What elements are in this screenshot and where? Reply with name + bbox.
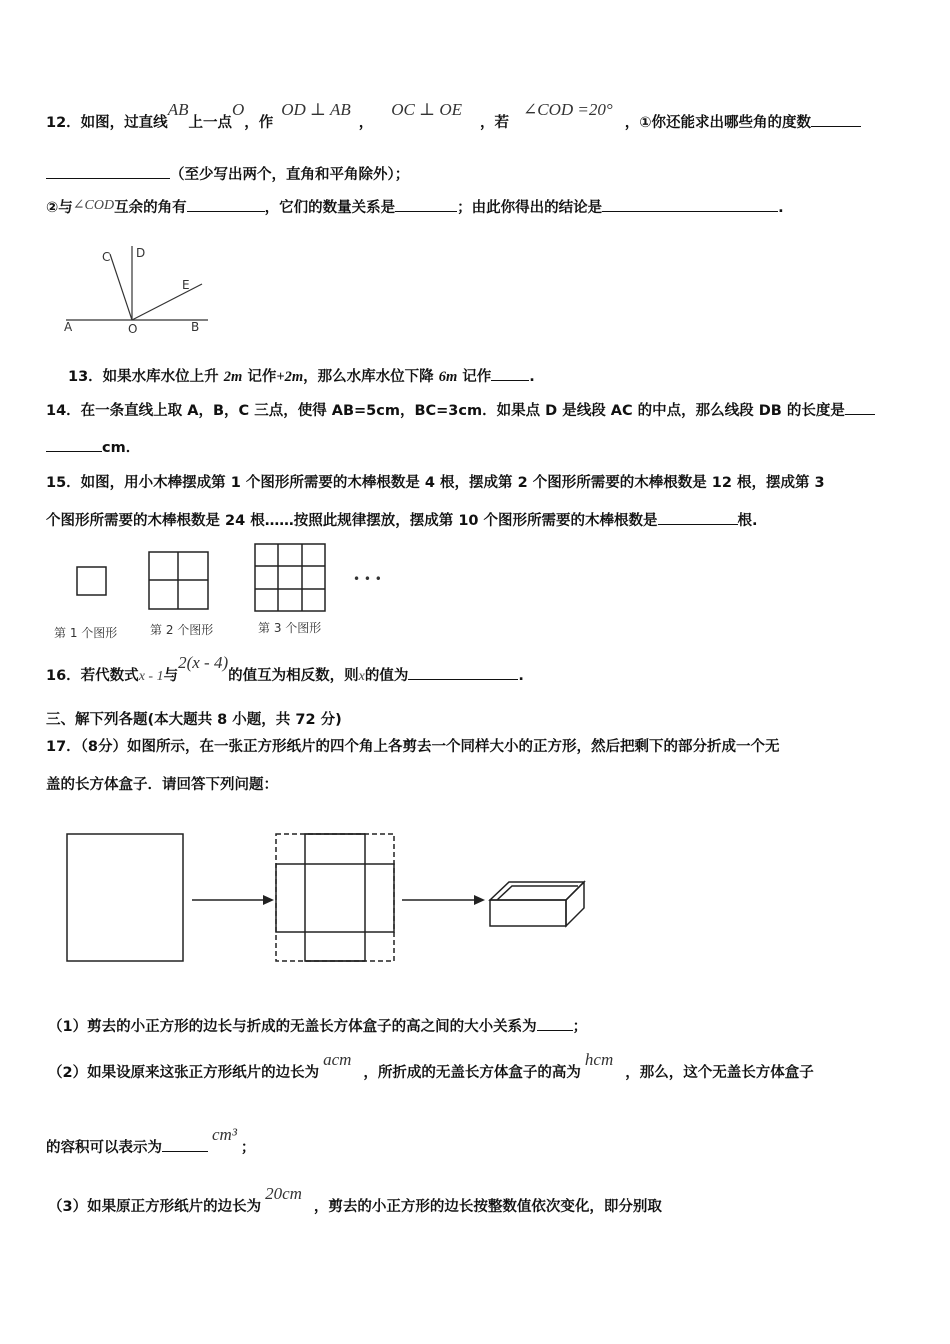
text: 15．如图，用小木棒摆成第 1 个图形所需要的木棒根数是 4 根，摆成第 2 个图形所需要的木棒根数是 12 根，摆成第 3 xyxy=(46,475,825,491)
label-b: B xyxy=(191,320,200,334)
text: 上一点 xyxy=(188,115,232,131)
q17-part2 xyxy=(48,1050,814,1083)
math-angle-cod: ∠COD xyxy=(72,198,115,213)
text: ，①你还能求出哪些角的度数 xyxy=(624,115,811,131)
arrowhead-1 xyxy=(263,895,274,905)
math-x: x xyxy=(358,669,365,684)
q17-part2-cont xyxy=(46,1125,256,1158)
text: ，作 xyxy=(244,115,274,131)
text: ②与 xyxy=(46,200,73,216)
square-paper xyxy=(67,834,183,961)
math-o: O xyxy=(231,100,245,119)
text: （1）剪去的小正方形的边长与折成的无盖长方体盒子的高之间的大小关系为 xyxy=(48,1019,537,1035)
math-oc-perp-oe: OC ⊥ OE xyxy=(391,100,463,119)
label-a: A xyxy=(64,320,73,334)
text: 互余的角有 xyxy=(114,200,187,216)
text: 记作 xyxy=(247,369,277,385)
text: 的值互为相反数，则 xyxy=(228,668,359,684)
text: cm． xyxy=(102,440,141,456)
label-e: E xyxy=(182,278,190,292)
answer-blank[interactable] xyxy=(46,437,102,452)
text: . xyxy=(778,200,784,216)
q14-line2 xyxy=(46,437,140,458)
text: ，那么，这个无盖长方体盒子 xyxy=(625,1065,814,1081)
answer-blank[interactable] xyxy=(491,366,529,381)
text: ；由此你得出的结论是 xyxy=(457,200,603,216)
figure-1 xyxy=(77,567,106,595)
math-h-cm: hcm xyxy=(584,1050,614,1069)
ellipsis: • • • xyxy=(353,572,382,586)
text: 12．如图，过直线 xyxy=(46,115,168,131)
math-20cm: 20cm xyxy=(265,1184,302,1203)
text: 根. xyxy=(737,513,758,529)
text: ，剪去的小正方形的边长按整数值依次变化，即分别取 xyxy=(313,1199,662,1215)
section-heading: 三、解下列各题(本大题共 8 小题，共 72 分) xyxy=(46,712,342,728)
text: ； xyxy=(572,1019,588,1035)
math-ab: AB xyxy=(167,100,189,119)
ray-oc xyxy=(110,254,132,320)
text: . xyxy=(529,369,535,385)
text: 的容积可以表示为 xyxy=(46,1140,162,1156)
math-expr: 2(x - 4) xyxy=(178,653,229,672)
q17-box-figure xyxy=(60,828,600,968)
answer-blank[interactable] xyxy=(602,197,778,212)
text: 的值为 xyxy=(364,668,409,684)
answer-blank[interactable] xyxy=(187,197,265,212)
text: ，那么水库水位下降 xyxy=(303,369,434,385)
q17-line1: 17．（8分）如图所示，在一张正方形纸片的四个角上各剪去一个同样大小的正方形，然后把剩下的部分折成一个无 xyxy=(46,739,780,755)
text: ，它们的数量关系是 xyxy=(264,200,396,216)
answer-blank[interactable] xyxy=(811,112,861,127)
q15-line1 xyxy=(46,473,825,493)
label-d: D xyxy=(136,246,146,260)
answer-blank[interactable] xyxy=(658,510,738,525)
q16-line xyxy=(46,653,524,687)
text: 16．若代数式 xyxy=(46,668,139,684)
q12-line2 xyxy=(46,164,409,185)
q15-line2 xyxy=(46,510,758,531)
value: 6m xyxy=(438,369,458,385)
value: +2m xyxy=(276,369,304,385)
answer-blank[interactable] xyxy=(845,400,875,415)
caption-figure-3: 第 3 个图形 xyxy=(258,621,322,635)
math-a-cm: acm xyxy=(323,1050,352,1069)
q17-part1 xyxy=(48,1016,587,1037)
text: ，所折成的无盖长方体盒子的高为 xyxy=(363,1065,581,1081)
caption-figure-1: 第 1 个图形 xyxy=(54,626,118,640)
math-od-perp-ab: OD ⊥ AB xyxy=(281,100,351,119)
text: ， xyxy=(358,115,374,131)
answer-blank[interactable] xyxy=(46,164,170,179)
text: 记作 xyxy=(462,369,492,385)
q12-line1 xyxy=(46,100,861,133)
text: 13．如果水库水位上升 xyxy=(68,369,219,385)
q14-line1 xyxy=(46,400,875,421)
text: ； xyxy=(240,1140,256,1156)
text: （3）如果原正方形纸片的边长为 xyxy=(48,1199,262,1215)
ray-oe xyxy=(132,284,202,320)
caption-figure-2: 第 2 个图形 xyxy=(150,623,214,637)
figure-2 xyxy=(149,552,208,609)
figure-3 xyxy=(255,544,325,611)
text: （2）如果设原来这张正方形纸片的边长为 xyxy=(48,1065,320,1081)
q17-line2: 盖的长方体盒子．请回答下列问题： xyxy=(46,777,278,793)
answer-blank[interactable] xyxy=(408,665,518,680)
label-c: C xyxy=(102,250,111,264)
cut-paper xyxy=(276,834,394,961)
open-box xyxy=(490,882,584,926)
text: . xyxy=(518,668,524,684)
arrowhead-2 xyxy=(474,895,485,905)
label-o: O xyxy=(128,322,138,336)
math-angle-cod: ∠COD =20° xyxy=(523,100,613,119)
answer-blank[interactable] xyxy=(162,1137,208,1152)
text: （至少写出两个，直角和平角除外）； xyxy=(170,167,410,183)
q12-line3 xyxy=(46,197,784,219)
answer-blank[interactable] xyxy=(537,1016,573,1031)
text: ，若 xyxy=(480,115,510,131)
text: 个图形所需要的木棒根数是 24 根……按照此规律摆放，摆成第 10 个图形所需要的木棒根数是 xyxy=(46,513,658,529)
answer-blank[interactable] xyxy=(395,197,457,212)
math-cm3: cm³ xyxy=(212,1125,237,1144)
q15-stick-figures xyxy=(40,540,400,620)
text: 14．在一条直线上取 A，B，C 三点，使得 AB=5cm，BC=3cm．如果点 D 是线段 AC 的中点，那么线段 DB 的长度是 xyxy=(46,403,845,419)
text: 与 xyxy=(163,668,179,684)
q17-part3 xyxy=(48,1184,662,1217)
value: 2m xyxy=(223,369,243,385)
math-expr: x - 1 xyxy=(138,669,164,684)
q13-line xyxy=(68,366,535,387)
